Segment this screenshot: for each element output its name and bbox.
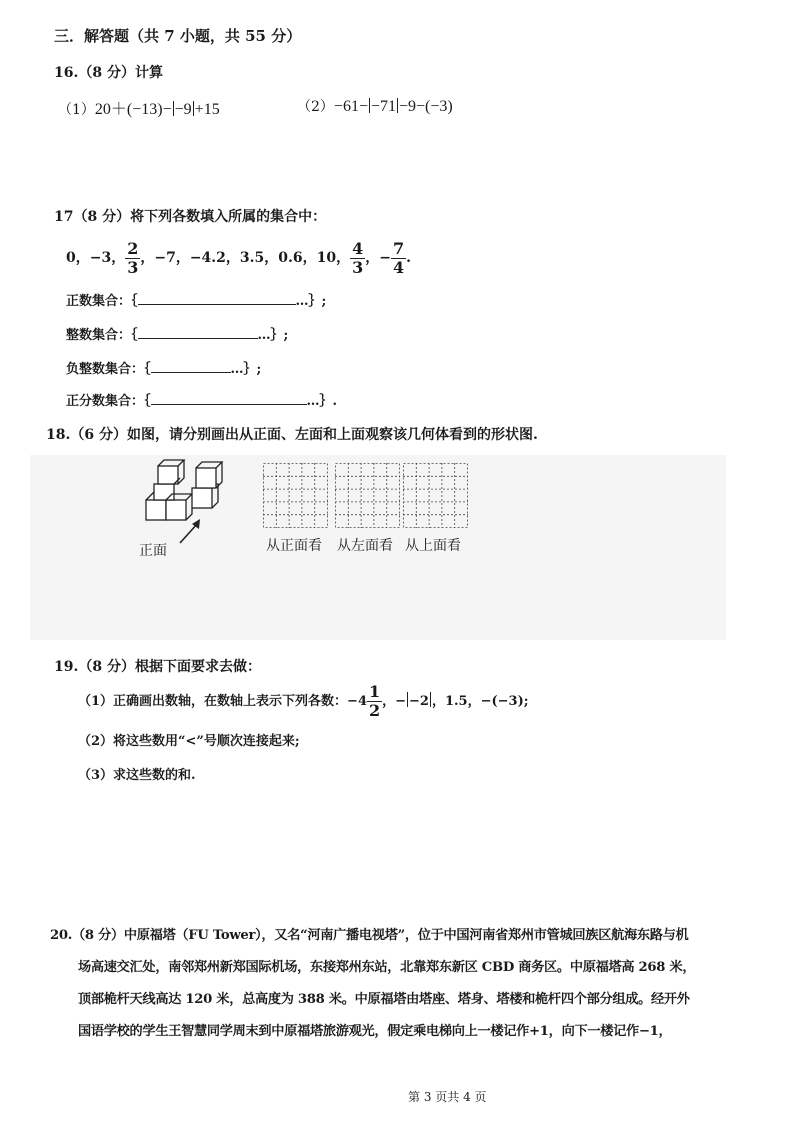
set-positive xyxy=(66,290,326,309)
set-tail: …｝; xyxy=(257,328,289,343)
question-19-part-3: （3）求这些数的和. xyxy=(78,768,196,783)
question-18-header: 18.（6 分）如图，请分别画出从正面、左面和上面观察该几何体看到的形状图. xyxy=(46,427,538,443)
question-16-part-2 xyxy=(297,96,453,116)
answer-blank[interactable] xyxy=(138,294,296,305)
part-text: ，1.5，−(−3); xyxy=(431,694,529,709)
expr-suffix: −9−(−3) xyxy=(399,98,453,115)
cube-face xyxy=(146,500,166,520)
numbers-text: ，−7，−4.2，3.5，0.6，10， xyxy=(140,250,351,266)
set-label: 整数集合：｛ xyxy=(66,328,138,343)
abs-bar-right xyxy=(193,101,194,116)
arrow-icon xyxy=(176,515,206,547)
fraction-two-thirds: $\frac{2}{3}$ xyxy=(127,238,139,277)
numbers-text: ，− xyxy=(365,250,391,266)
number-list xyxy=(66,238,411,278)
set-negative-integer xyxy=(66,358,261,377)
view-label-top: 从上面看 xyxy=(405,538,461,554)
page-footer: 第 3 页共 4 页 xyxy=(408,1090,487,1104)
set-tail: …｝. xyxy=(306,394,338,409)
expr-suffix: +15 xyxy=(194,101,220,118)
cube-face xyxy=(154,484,174,500)
part-text: （1）正确画出数轴，在数轴上表示下列各数：−4 xyxy=(78,694,367,709)
abs-content: −2 xyxy=(409,694,429,709)
set-label: 负整数集合：｛ xyxy=(66,362,151,377)
abs-bar-right xyxy=(430,692,431,707)
fraction-four-thirds: $\frac{4}{3}$ xyxy=(352,238,364,277)
abs-bar-left xyxy=(407,692,408,707)
abs-bar-right xyxy=(397,98,398,113)
question-19-header: 19.（8 分）根据下面要求去做： xyxy=(54,659,261,675)
expr-prefix: 20＋(−13)− xyxy=(94,101,172,118)
part-label: （1） xyxy=(58,102,95,118)
question-20-line-4: 国语学校的学生王智慧同学周末到中原福塔旅游观光，假定乘电梯向上一楼记作+1，向下一楼记作−1， xyxy=(78,1024,672,1039)
abs-bar-left xyxy=(173,101,174,116)
answer-blank[interactable] xyxy=(138,328,258,339)
question-20-line-1: 20.（8 分）中原福塔（FU Tower），又名“河南广播电视塔”，位于中国河南省郑州市管城回族区航海东路与机 xyxy=(50,928,689,943)
grid-top[interactable] xyxy=(403,463,468,528)
set-positive-fraction xyxy=(66,390,337,409)
fraction-seven-fourths: $\frac{7}{4}$ xyxy=(393,238,405,277)
answer-grids xyxy=(263,463,471,531)
answer-blank[interactable] xyxy=(151,362,231,373)
edge xyxy=(196,462,222,468)
edge xyxy=(186,494,192,500)
numbers-text: 0，−3， xyxy=(66,250,126,266)
cube-face xyxy=(196,468,216,488)
set-label: 正数集合：｛ xyxy=(66,294,138,309)
question-19-part-1 xyxy=(78,682,529,722)
answer-blank[interactable] xyxy=(151,394,307,405)
question-16-part-1 xyxy=(58,96,220,119)
set-label: 正分数集合：｛ xyxy=(66,394,151,409)
grid-left[interactable] xyxy=(335,463,400,528)
part-text: ，− xyxy=(382,694,407,709)
part-label: （2） xyxy=(297,99,334,115)
question-20-line-2: 场高速交汇处，南邻郑州新郑国际机场，东接郑州东站，北靠郑东新区 CBD 商务区。中原福塔高 268 米， xyxy=(78,960,696,975)
fraction-one-half: $\frac{1}{2}$ xyxy=(368,682,381,720)
question-20-line-3: 顶部桅杆天线高达 120 米，总高度为 388 米。中原福塔由塔座、塔身、塔楼和桅杆四个部分组成。经开外 xyxy=(78,992,690,1007)
abs-bar-left xyxy=(369,98,370,113)
numbers-text: . xyxy=(406,250,412,266)
set-tail: …｝; xyxy=(295,294,327,309)
question-19-part-2: （2）将这些数用“<”号顺次连接起来; xyxy=(78,734,300,749)
cube-face xyxy=(158,466,178,484)
set-integer xyxy=(66,324,288,343)
expr-prefix: −61− xyxy=(333,98,368,115)
edge xyxy=(146,492,154,500)
cube-face xyxy=(192,488,212,508)
view-label-front: 从正面看 xyxy=(266,538,322,554)
view-label-left: 从左面看 xyxy=(337,538,393,554)
grid-front[interactable] xyxy=(263,463,328,528)
front-label: 正面 xyxy=(139,543,167,559)
set-tail: …｝; xyxy=(230,362,262,377)
question-16-header: 16.（8 分）计算 xyxy=(54,65,163,81)
section-title: 三．解答题（共 7 小题，共 55 分） xyxy=(54,27,302,45)
edge xyxy=(158,460,184,466)
abs-content: −71 xyxy=(370,98,396,115)
abs-content: −9 xyxy=(174,101,192,118)
question-17-header: 17（8 分）将下列各数填入所属的集合中： xyxy=(54,209,327,225)
